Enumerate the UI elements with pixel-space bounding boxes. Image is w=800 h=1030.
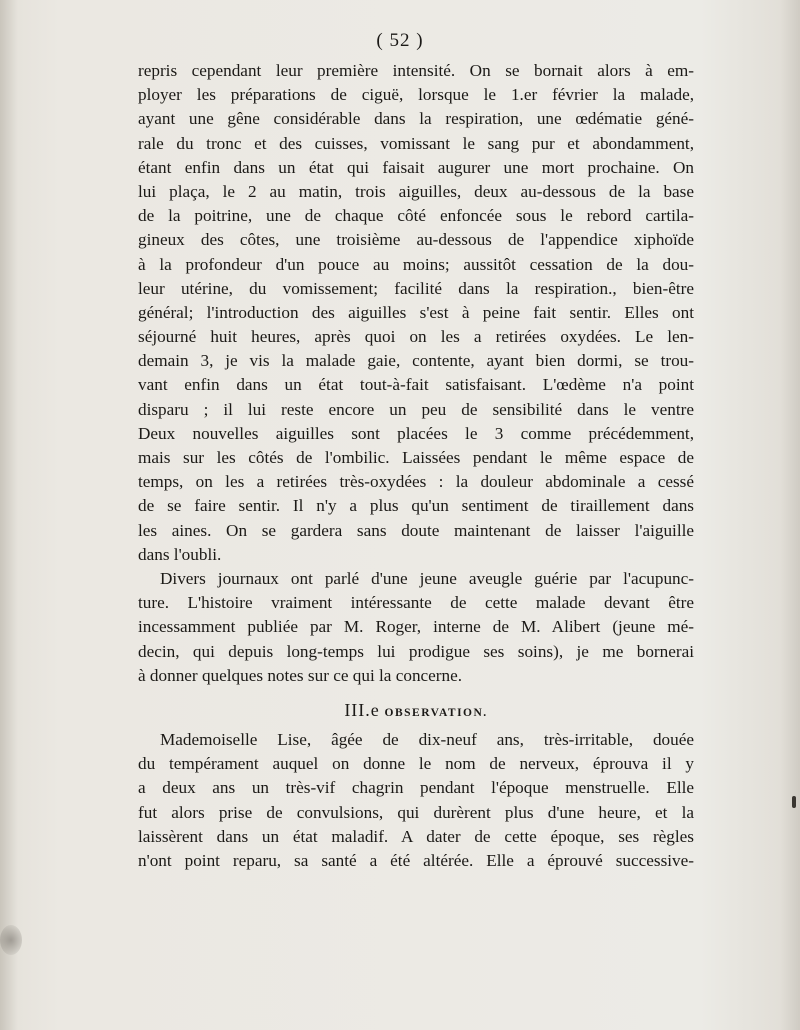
- text-block: [138, 59, 694, 873]
- text-line: ayant une gêne considérable dans la respiration, une œdématie géné-: [138, 109, 694, 129]
- text-line: du tempérament auquel on donne le nom de nerveux, éprouva il y: [138, 754, 694, 774]
- paragraph-1: [138, 59, 694, 567]
- text-line: de la poitrine, une de chaque côté enfoncée sous le rebord cartila-: [138, 206, 694, 226]
- text-line: Deux nouvelles aiguilles sont placées le 3 comme précédemment,: [138, 423, 694, 443]
- text-line: étant enfin dans un état qui faisait augurer une mort prochaine. On: [138, 157, 694, 177]
- text-line: disparu ; il lui reste encore un peu de sensibilité dans le ventre: [138, 399, 694, 419]
- page-edge-mark: [792, 796, 796, 808]
- text-line: decin, qui depuis long-temps lui prodigue ses soins), je me bornerai: [138, 641, 694, 661]
- text-line: incessamment publiée par M. Roger, interne de M. Alibert (jeune mé-: [138, 617, 694, 637]
- text-line: vant enfin dans un état tout-à-fait satisfaisant. L'œdème n'a point: [138, 375, 694, 395]
- text-line: Divers journaux ont parlé d'une jeune aveugle guérie par l'acupunc-: [160, 568, 694, 588]
- text-line: rale du tronc et des cuisses, vomissant le sang pur et abondamment,: [138, 133, 694, 153]
- text-line: mais sur les côtés de l'ombilic. Laissées pendant le même espace de: [138, 448, 694, 467]
- text-line: lui plaça, le 2 au matin, trois aiguilles, deux au-dessous de la base: [138, 181, 694, 201]
- text-line: gineux des côtes, une troisième au-dessous de l'appendice xiphoïde: [138, 230, 694, 250]
- heading-roman-numeral: III.e: [344, 699, 380, 720]
- text-line: Mademoiselle Lise, âgée de dix-neuf ans, très-irritable, douée: [160, 730, 694, 750]
- text-line: temps, on les a retirées très-oxydées : la douleur abdominale a cessé: [138, 472, 694, 492]
- text-line: ployer les préparations de ciguë, lorsque le 1.er février la malade,: [138, 85, 694, 105]
- text-line: demain 3, je vis la malade gaie, contente, ayant bien dormi, se trou-: [138, 351, 694, 371]
- text-line: dans l'oubli.: [138, 544, 222, 564]
- section-heading: [138, 698, 694, 722]
- text-line: a deux ans un très-vif chagrin pendant l'époque menstruelle. Elle: [138, 778, 694, 798]
- text-line: n'ont point reparu, sa santé a été altérée. Elle a éprouvé successive-: [138, 851, 694, 870]
- text-line: fut alors prise de convulsions, qui durèrent plus d'une heure, et la: [138, 802, 694, 822]
- text-line: repris cependant leur première intensité. On se bornait alors à em-: [138, 61, 694, 80]
- text-line: séjourné huit heures, après quoi on les a retirées oxydées. Le len-: [138, 327, 694, 347]
- paragraph-2: [138, 567, 694, 688]
- text-line: les aines. On se gardera sans doute maintenant de laisser l'aiguille: [138, 520, 694, 540]
- text-line: général; l'introduction des aiguilles s'est à peine fait sentir. Elles ont: [138, 302, 694, 322]
- text-line: à la profondeur d'un pouce au moins; aussitôt cessation de la dou-: [138, 254, 694, 274]
- text-line: leur utérine, du vomissement; facilité dans la respiration., bien-être: [138, 278, 694, 298]
- text-line: à donner quelques notes sur ce qui la concerne.: [138, 665, 463, 685]
- paragraph-3: [138, 728, 694, 873]
- text-line: ture. L'histoire vraiment intéressante de cette malade devant être: [138, 593, 694, 613]
- page-smudge: [0, 925, 22, 955]
- text-line: laissèrent dans un état maladif. A dater de cette époque, ses règles: [138, 826, 694, 846]
- heading-word: OBSERVATION.: [384, 706, 488, 719]
- page-number: ( 52 ): [376, 30, 424, 51]
- text-line: de se faire sentir. Il n'y a plus qu'un sentiment de tiraillement dans: [138, 496, 694, 516]
